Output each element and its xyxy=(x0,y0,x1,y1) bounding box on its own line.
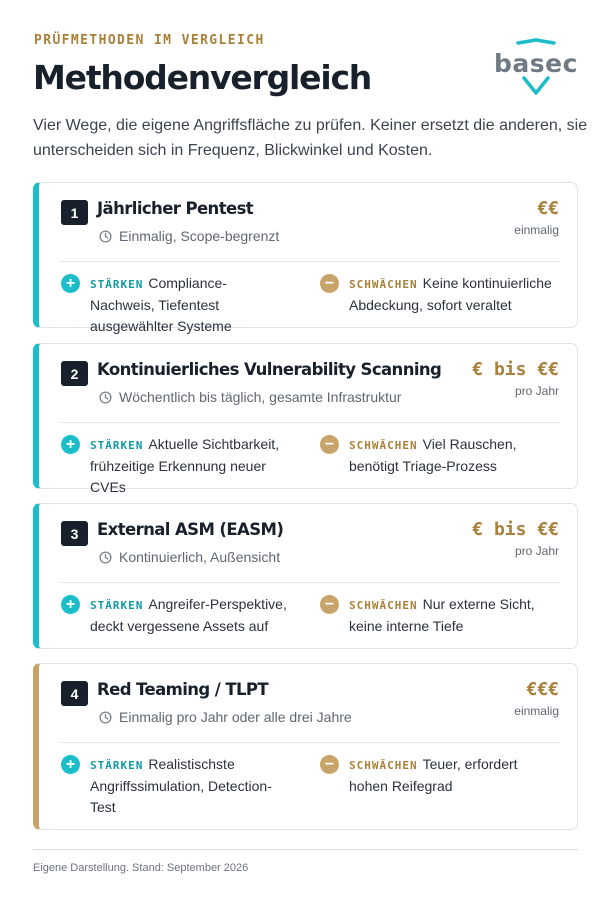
cons-label: SCHWÄCHEN xyxy=(349,278,418,291)
basec-logo xyxy=(490,38,582,98)
price-period: pro Jahr xyxy=(514,544,559,558)
pros-text: Realistischste Angriffssimulation, Detection-Test xyxy=(90,756,272,815)
cons-text: Teuer, erfordert hohen Reifegrad xyxy=(349,756,518,794)
divider xyxy=(60,742,560,743)
price-period: einmalig xyxy=(514,704,559,718)
minus-icon: − xyxy=(320,755,339,774)
page-title: Methodenvergleich xyxy=(33,58,372,97)
divider xyxy=(60,422,560,423)
frequency-text: Kontinuierlich, Außensicht xyxy=(119,549,281,565)
pros-label: STÄRKEN xyxy=(90,439,144,452)
clock-icon xyxy=(99,711,112,724)
pros-label: STÄRKEN xyxy=(90,759,144,772)
divider xyxy=(60,582,560,583)
pros xyxy=(61,754,291,818)
method-price: € bis €€ xyxy=(472,519,559,540)
method-frequency xyxy=(99,549,280,565)
pros-text: Compliance-Nachweis, Tiefentest ausgewählter Systeme xyxy=(90,275,232,334)
minus-icon: − xyxy=(320,435,339,454)
plus-icon: + xyxy=(61,755,80,774)
eyebrow: PRÜFMETHODEN IM VERGLEICH xyxy=(34,33,265,48)
method-card-vuln-scanning xyxy=(33,343,578,495)
price-period: pro Jahr xyxy=(514,384,559,398)
cons xyxy=(320,434,556,477)
pros-text: Angreifer-Perspektive, deckt vergessene Assets auf xyxy=(90,596,287,634)
price-period: einmalig xyxy=(514,223,559,237)
frequency-text: Einmalig, Scope-begrenzt xyxy=(119,228,280,244)
clock-icon xyxy=(99,230,112,243)
clock-icon xyxy=(99,551,112,564)
footer-divider xyxy=(33,849,578,850)
method-frequency xyxy=(99,709,352,725)
cons-label: SCHWÄCHEN xyxy=(349,439,418,452)
cons-label: SCHWÄCHEN xyxy=(349,759,418,772)
method-card-pentest xyxy=(33,182,578,334)
plus-icon: + xyxy=(61,274,80,293)
cons xyxy=(320,594,556,637)
cons xyxy=(320,754,556,797)
frequency-text: Einmalig pro Jahr oder alle drei Jahre xyxy=(119,709,352,725)
cons-text: Viel Rauschen, benötigt Triage-Prozess xyxy=(349,436,517,474)
method-price: €€ xyxy=(537,198,559,219)
pros xyxy=(61,273,291,337)
method-frequency xyxy=(99,228,279,244)
method-number: 3 xyxy=(61,521,88,546)
cons-label: SCHWÄCHEN xyxy=(349,599,418,612)
pros xyxy=(61,594,291,637)
method-title: External ASM (EASM) xyxy=(97,520,284,539)
footer-note: Eigene Darstellung. Stand: September 2026 xyxy=(33,862,249,874)
pros-label: STÄRKEN xyxy=(90,599,144,612)
method-card-red-teaming xyxy=(33,663,578,830)
divider xyxy=(60,261,560,262)
method-number: 1 xyxy=(61,200,88,225)
minus-icon: − xyxy=(320,595,339,614)
method-number: 4 xyxy=(61,681,88,706)
method-frequency xyxy=(99,389,401,405)
pros-text: Aktuelle Sichtbarkeit, frühzeitige Erkennung neuer CVEs xyxy=(90,436,280,495)
pros-label: STÄRKEN xyxy=(90,278,144,291)
plus-icon: + xyxy=(61,435,80,454)
method-price: € bis €€ xyxy=(472,359,559,380)
svg-text:basec: basec xyxy=(494,49,578,78)
method-price: €€€ xyxy=(526,679,559,700)
pros xyxy=(61,434,291,498)
method-title: Kontinuierliches Vulnerability Scanning xyxy=(97,360,442,379)
cons-text: Nur externe Sicht, keine interne Tiefe xyxy=(349,596,535,634)
method-title: Red Teaming / TLPT xyxy=(97,680,269,699)
cons xyxy=(320,273,556,316)
plus-icon: + xyxy=(61,595,80,614)
method-number: 2 xyxy=(61,361,88,386)
frequency-text: Wöchentlich bis täglich, gesamte Infrastruktur xyxy=(119,389,402,405)
clock-icon xyxy=(99,391,112,404)
cons-text: Keine kontinuierliche Abdeckung, sofort veraltet xyxy=(349,275,552,313)
method-card-easm xyxy=(33,503,578,649)
minus-icon: − xyxy=(320,274,339,293)
intro-text: Vier Wege, die eigene Angriffsfläche zu prüfen. Keiner ersetzt die anderen, sie unterscheiden sich in Frequenz, Blickwinkel und Kosten. xyxy=(33,117,588,159)
method-title: Jährlicher Pentest xyxy=(97,199,254,218)
